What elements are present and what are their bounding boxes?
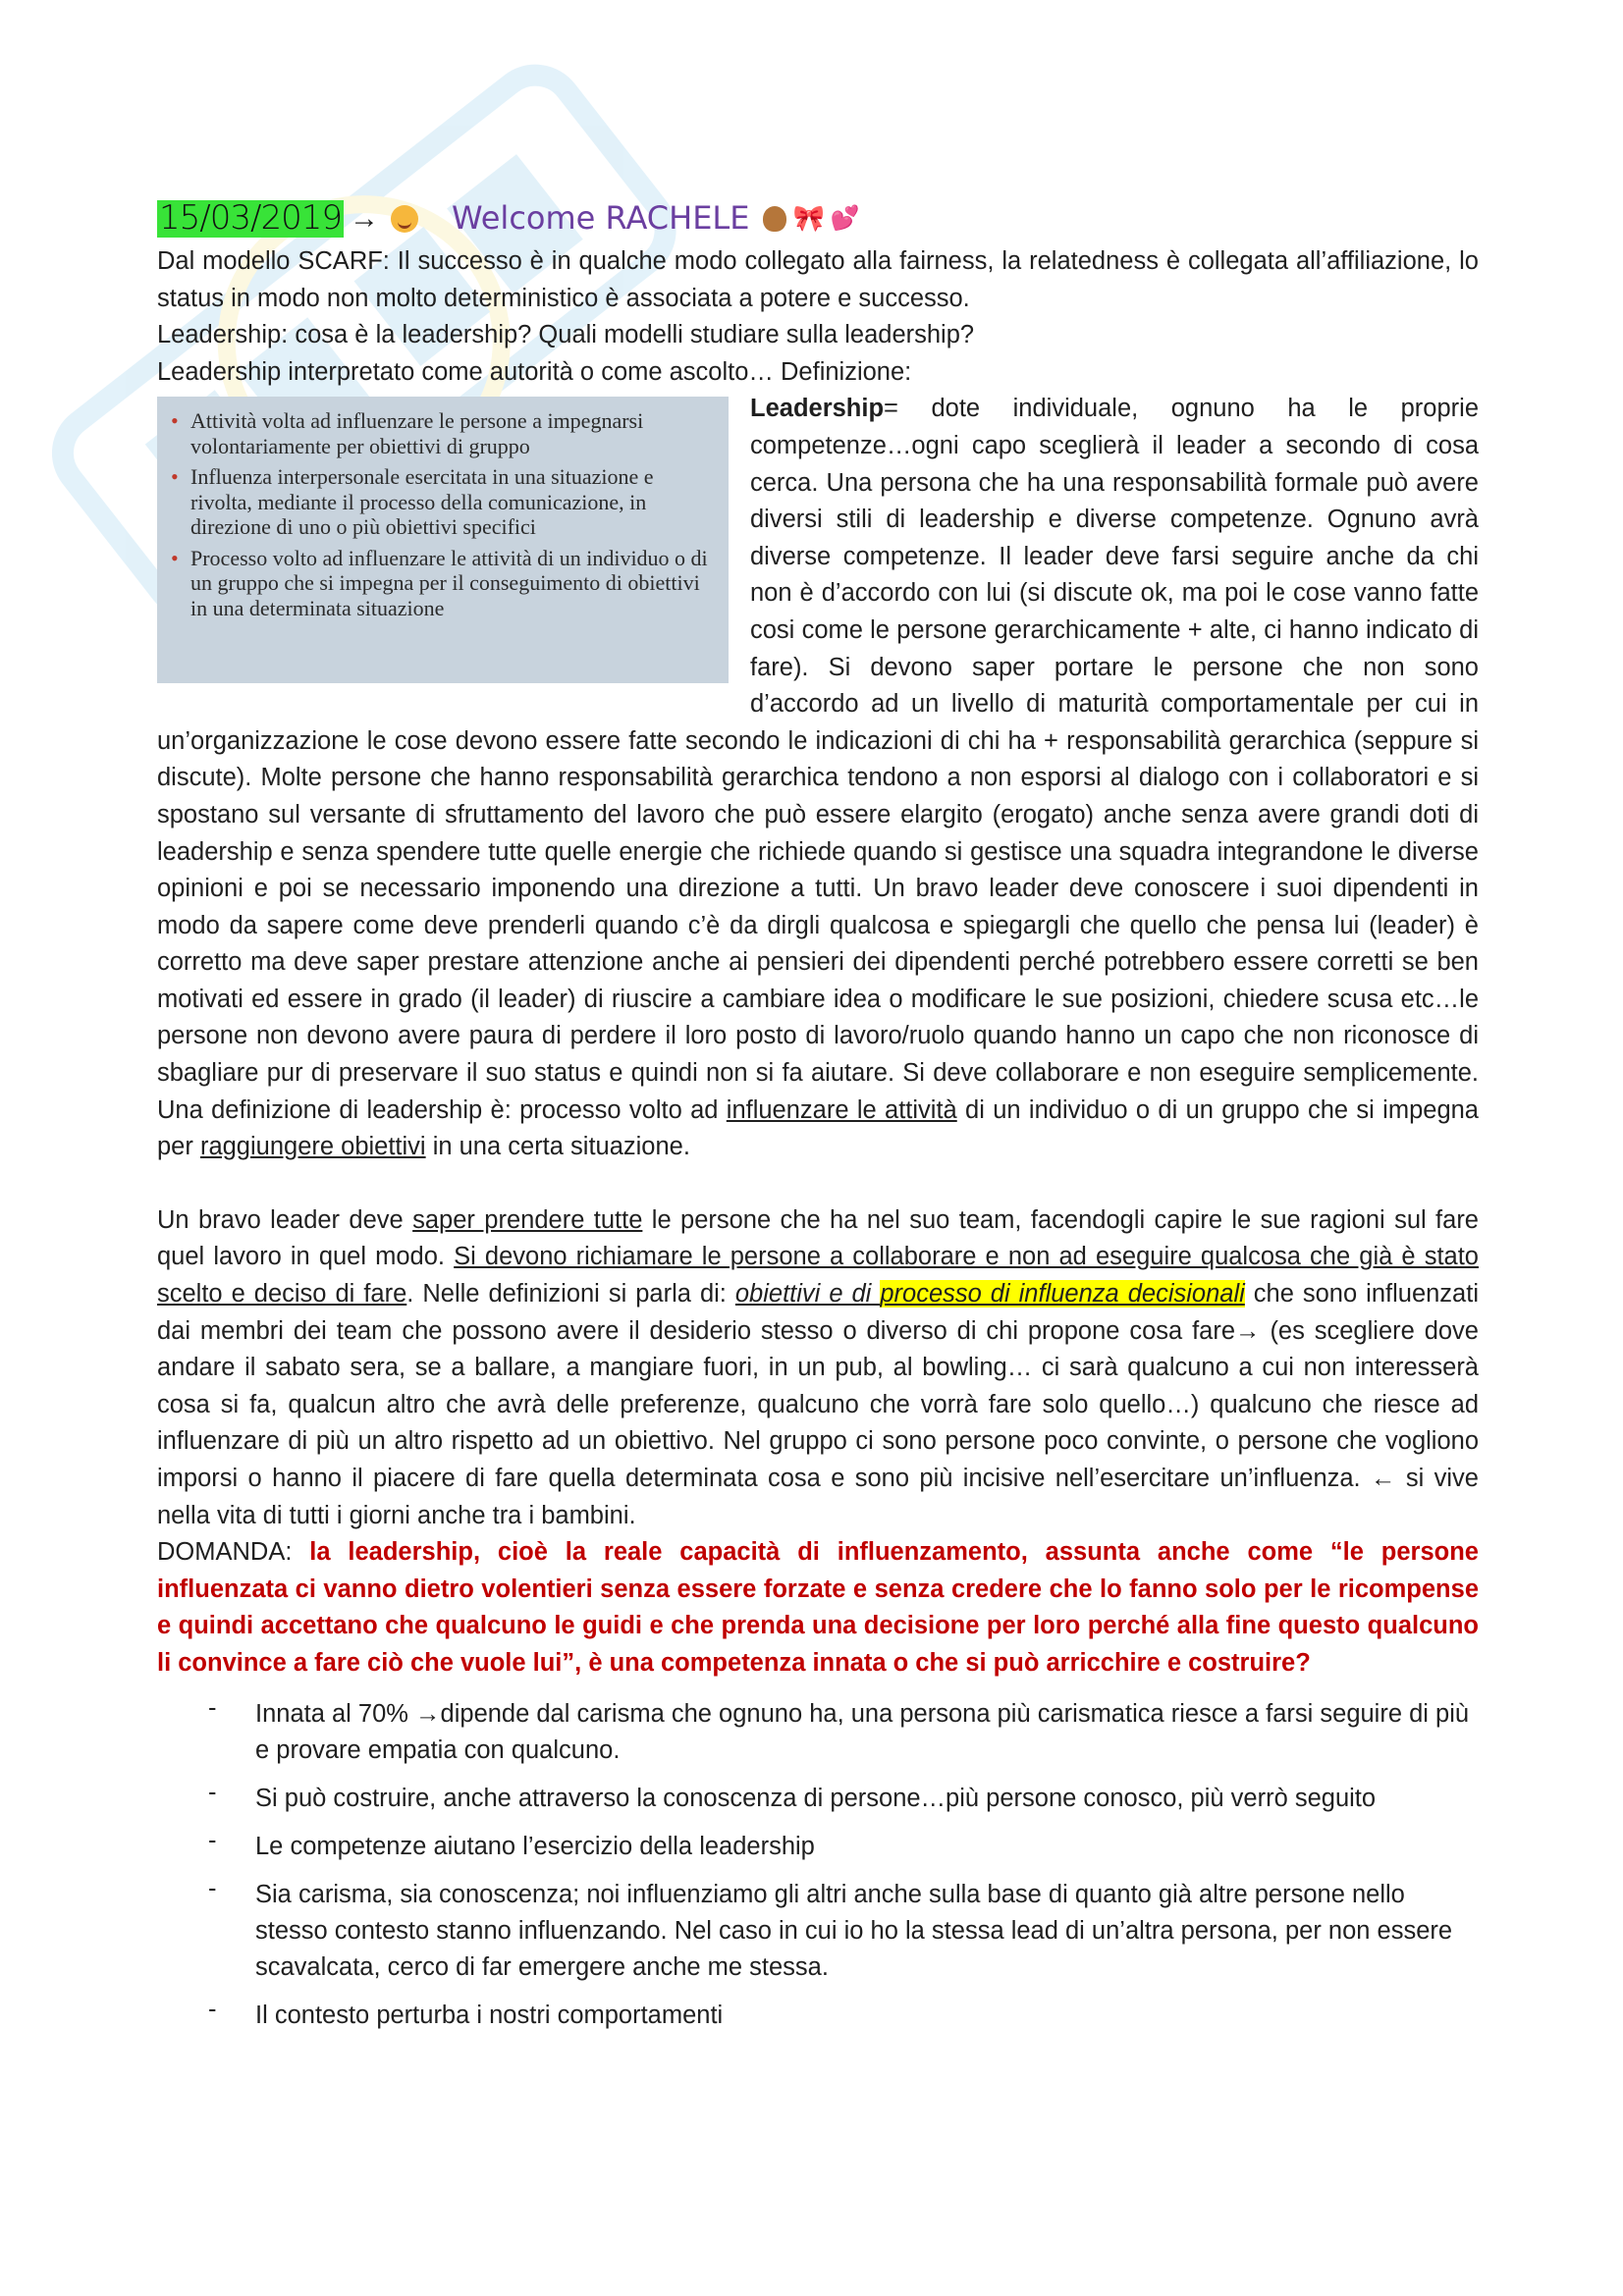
list-item: - Le competenze aiutano l’esercizio della leadership — [157, 1829, 1479, 1865]
leadership-term: Leadership — [750, 395, 885, 423]
document-body — [157, 196, 1479, 2046]
paragraph-leadership-definition: Leadership= dote individuale, ognuno ha le proprie competenze…ogni capo sceglierà il leader a secondo di cosa cerca. Una persona che ha una responsabilità formale può avere diversi stili di leadership e diverse competenze. Ognuno avrà diverse competenze. Il leader deve farsi seguire anche da chi non è d’accordo con lui (si discute ok, ma poi le cose vanno fatte cosi come le persone gerarchicamente + alte, ci hanno indicato di fare). Si devono saper portare le persone che non sono d’accordo ad un livello di maturità comportamentale per cui in un’organizzazione le cose devono essere fatte secondo le indicazioni di chi ha + responsabilità gerarchica (seppure si discute). Molte persone che hanno responsabilità gerarchica tendono a non esporsi al dialogo con i collaboratori e si spostano sul versante di sfruttamento del lavoro che può essere elargito (erogato) anche senza avere grandi doti di leadership e senza spendere tutte quelle energie che richiede quando si gestisce una squadra integrandone le diverse opinioni e poi se necessario imponendo una direzione a tutti. Un bravo leader deve conoscere i suoi dipendenti in modo da sapere come deve prenderli quando c’è da dirgli qualcosa e spiegargli che quello che pensa lui (leader) è corretto ma deve saper prestare attenzione anche ai pensieri dei dipendenti perché potrebbero essere corretti se ben motivati ed essere in grado (il leader) di riuscire a cambiare idea o modificare le sue posizioni, chiedere scusa etc…le persone non devono avere paura di perdere il loro posto di lavoro/ruolo quando hanno un capo che non riconosce di sbagliare pur di preservare il suo status e quindi non si fa aiutare. Si deve collaborare e non eseguire semplicemente. Una definizione di leadership è: processo volto ad influenzare le attività di un individuo o di un gruppo che si impegna per raggiungere obiettivi in una certa situazione. — [157, 395, 1479, 1161]
underlined-phrase: influenzare le attività — [726, 1095, 957, 1124]
answers-list — [157, 1696, 1479, 2034]
italic-phrase: obiettivi e di — [734, 1280, 881, 1308]
underlined-phrase: Si devono richiamare le persone a collaborare e non ad eseguire qualcosa che già è stato scelto e deciso di fare — [157, 1243, 1479, 1308]
title-line — [157, 196, 1479, 241]
domanda-label: DOMANDA: — [157, 1538, 310, 1567]
list-item: - Si può costruire, anche attraverso la conoscenza di persone…più persone conosco, più verrò seguito — [157, 1781, 1479, 1817]
paragraph-question: Leadership: cosa è la leadership? Quali modelli studiare sulla leadership? — [157, 321, 975, 349]
paragraph-definition-intro: Leadership interpretato come autorità o come ascolto… Definizione: — [157, 357, 912, 386]
slide-bullet: • Processo volto ad influenzare le attività di un individuo o di un gruppo che si impegna per il conseguimento di obiettivi in una determinata situazione — [167, 546, 719, 621]
date-heading: 15/03/2019 — [159, 198, 342, 239]
list-item: - Innata al 70% →dipende dal carisma che ognuno ha, una persona più carismatica riesce a farsi seguire di più e provare empatia con qualcuno. — [157, 1696, 1479, 1769]
paragraph-scarf: Dal modello SCARF: Il successo è in qualche modo collegato alla fairness, la relatedness è collegata all’affiliazione, lo status in modo non molto deterministico è associata a potere e successo. — [157, 247, 1479, 312]
paragraph-domanda — [157, 1534, 1479, 1682]
welcome-text: Welcome RACHELE — [451, 199, 750, 238]
list-item: - Sia carisma, sia conoscenza; noi influenziamo gli altri anche sulla base di quanto già altre persone nello stesso contesto stanno influenzando. Nel caso in cui io ho la stessa lead di un’altra persona, per non essere scavalcata, cerco di far emergere anche me stessa. — [157, 1877, 1479, 1986]
smiling-face-icon — [391, 205, 418, 233]
underlined-phrase: saper prendere tutte — [412, 1205, 643, 1234]
list-item: - Il contesto perturba i nostri comportamenti — [157, 1998, 1479, 2034]
arrow-right-icon: → — [349, 202, 379, 236]
arrow-left-icon: ← — [1371, 1465, 1396, 1492]
teddy-bear-icon — [763, 206, 786, 232]
slide-bullet: • Attività volta ad influenzare le persone a impegnarsi volontariamente per obiettivi di gruppo — [167, 408, 719, 458]
hearts-icon: 💕 — [830, 205, 860, 233]
slide-bullet: • Influenza interpersonale esercitata in una situazione e rivolta, mediante il processo della comunicazione, in direzione di uno o più obiettivi specifici — [167, 464, 719, 540]
domanda-text: la leadership, cioè la reale capacità di influenzamento, assunta anche come “le persone influenzata ci vanno dietro volentieri senza essere forzate e senza credere che lo fanno solo per le ricompense e quindi accettano che qualcuno le guidi e che prenda una decisione per loro perché alla fine questo qualcuno li convince a fare ciò che vuole lui”, è una competenza innata o che si può arricchire e costruire? — [157, 1538, 1479, 1677]
underlined-phrase: raggiungere obiettivi — [199, 1133, 426, 1161]
highlighted-phrase: processo di influenza decisionali — [880, 1280, 1245, 1308]
paragraph-good-leader: Un bravo leader deve saper prendere tutte le persone che ha nel suo team, facendogli capire le sue ragioni sul fare quel lavoro in quel modo. Si devono richiamare le persone a collaborare e non ad eseguire qualcosa che già è stato scelto e deciso di fare. Nelle definizioni si parla di: obiettivi e di processo di influenza decisionali che sono influenzati dai membri dei team che possono avere il desiderio stesso o diverso di chi propone cosa fare→ (es scegliere dove andare il sabato sera, se a ballare, a mangiare fuori, in un pub, al bowling… ci sarà qualcuno a cui non interesserà cosa si fa, qualcun altro che avrà delle preferenze, qualcuno che vorrà fare solo quello…) qualcuno che riesce ad influenzare di più un altro rispetto ad un obiettivo. Nel gruppo ci sono persone poco convinte, o persone che vogliono imporsi o hanno il piacere di fare quella determinata cosa e sono più incisive nell’esercitare un’influenza. ← si vive nella vita di tutti i giorni anche tra i bambini. — [157, 1205, 1479, 1529]
arrow-right-icon: → — [1235, 1316, 1261, 1345]
ribbon-icon: 🎀 — [792, 203, 825, 234]
definitions-slide-image — [157, 397, 729, 683]
